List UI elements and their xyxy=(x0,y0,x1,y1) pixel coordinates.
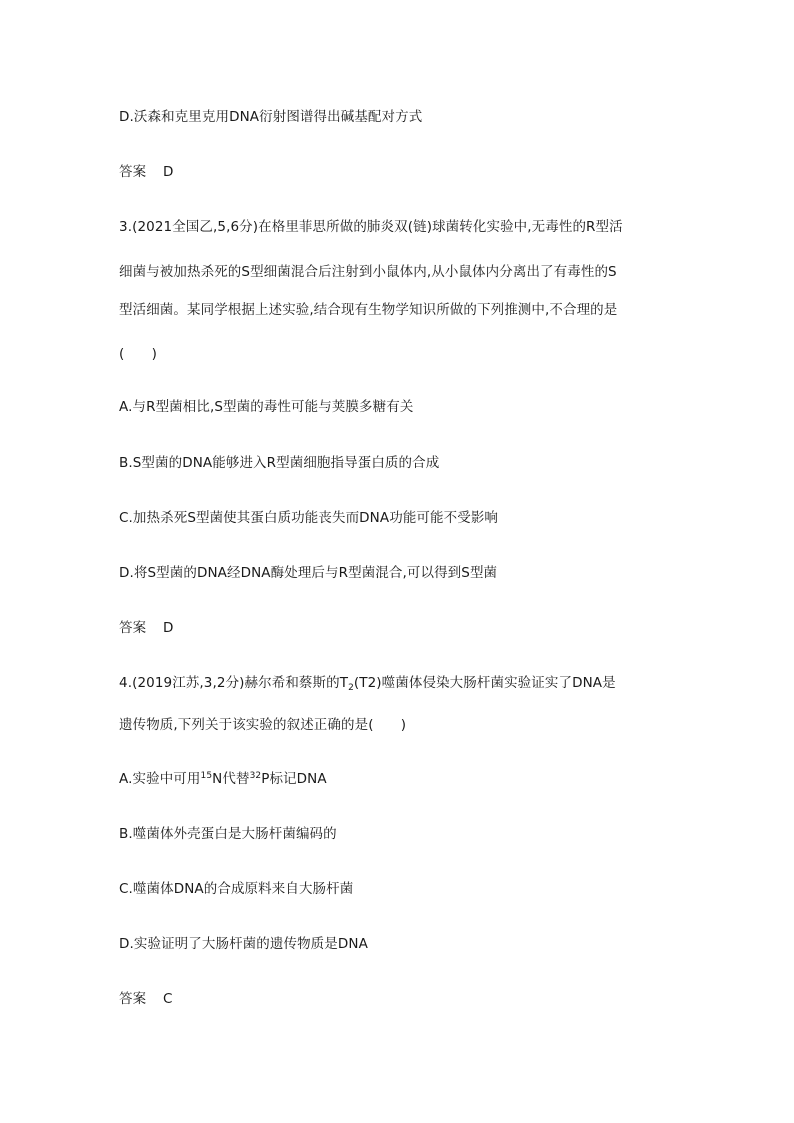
q3-option-c: C.加热杀死S型菌使其蛋白质功能丧失而DNA功能可能不受影响 xyxy=(119,510,499,526)
answer-value: C xyxy=(163,991,173,1007)
option-text: N代替 xyxy=(212,771,250,787)
q4-option-d: D.实验证明了大肠杆菌的遗传物质是DNA xyxy=(119,936,368,952)
q4-stem-text: (T2)噬菌体侵染大肠杆菌实验证实了DNA是 xyxy=(353,675,616,691)
q4-stem-line-2: 遗传物质,下列关于该实验的叙述正确的是( ) xyxy=(119,717,407,733)
q3-option-d: D.将S型菌的DNA经DNA酶处理后与R型菌混合,可以得到S型菌 xyxy=(119,565,498,581)
q4-option-a xyxy=(119,770,327,788)
q4-stem-line-1 xyxy=(119,674,616,692)
q3-answer xyxy=(119,619,174,637)
superscript: 32 xyxy=(249,771,262,781)
q3-stem-line-1: 3.(2021全国乙,5,6分)在格里菲思所做的肺炎双(链)球菌转化实验中,无毒性的R型活 xyxy=(119,219,623,235)
answer-label: 答案 xyxy=(119,991,147,1007)
q4-option-b: B.噬菌体外壳蛋白是大肠杆菌编码的 xyxy=(119,826,337,842)
answer-value: D xyxy=(163,164,174,180)
q3-answer-blank: ( ) xyxy=(119,346,157,362)
subscript: 2 xyxy=(348,683,354,693)
superscript: 15 xyxy=(200,771,213,781)
option-text: P标记DNA xyxy=(261,771,327,787)
answer-label: 答案 xyxy=(119,620,147,636)
q4-answer xyxy=(119,990,173,1008)
q4-stem-text: 4.(2019江苏,3,2分)赫尔希和蔡斯的T xyxy=(119,675,349,691)
answer-label: 答案 xyxy=(119,164,147,180)
q3-option-a: A.与R型菌相比,S型菌的毒性可能与荚膜多糖有关 xyxy=(119,399,414,415)
q2-answer xyxy=(119,163,174,181)
option-text: A.实验中可用 xyxy=(119,771,201,787)
q3-stem-line-3: 型活细菌。某同学根据上述实验,结合现有生物学知识所做的下列推测中,不合理的是 xyxy=(119,302,618,318)
q3-stem-line-2: 细菌与被加热杀死的S型细菌混合后注射到小鼠体内,从小鼠体内分离出了有毒性的S xyxy=(119,264,617,280)
answer-value: D xyxy=(163,620,174,636)
q2-option-d: D.沃森和克里克用DNA衍射图谱得出碱基配对方式 xyxy=(119,109,423,125)
q3-option-b: B.S型菌的DNA能够进入R型菌细胞指导蛋白质的合成 xyxy=(119,455,440,471)
q4-option-c: C.噬菌体DNA的合成原料来自大肠杆菌 xyxy=(119,881,354,897)
